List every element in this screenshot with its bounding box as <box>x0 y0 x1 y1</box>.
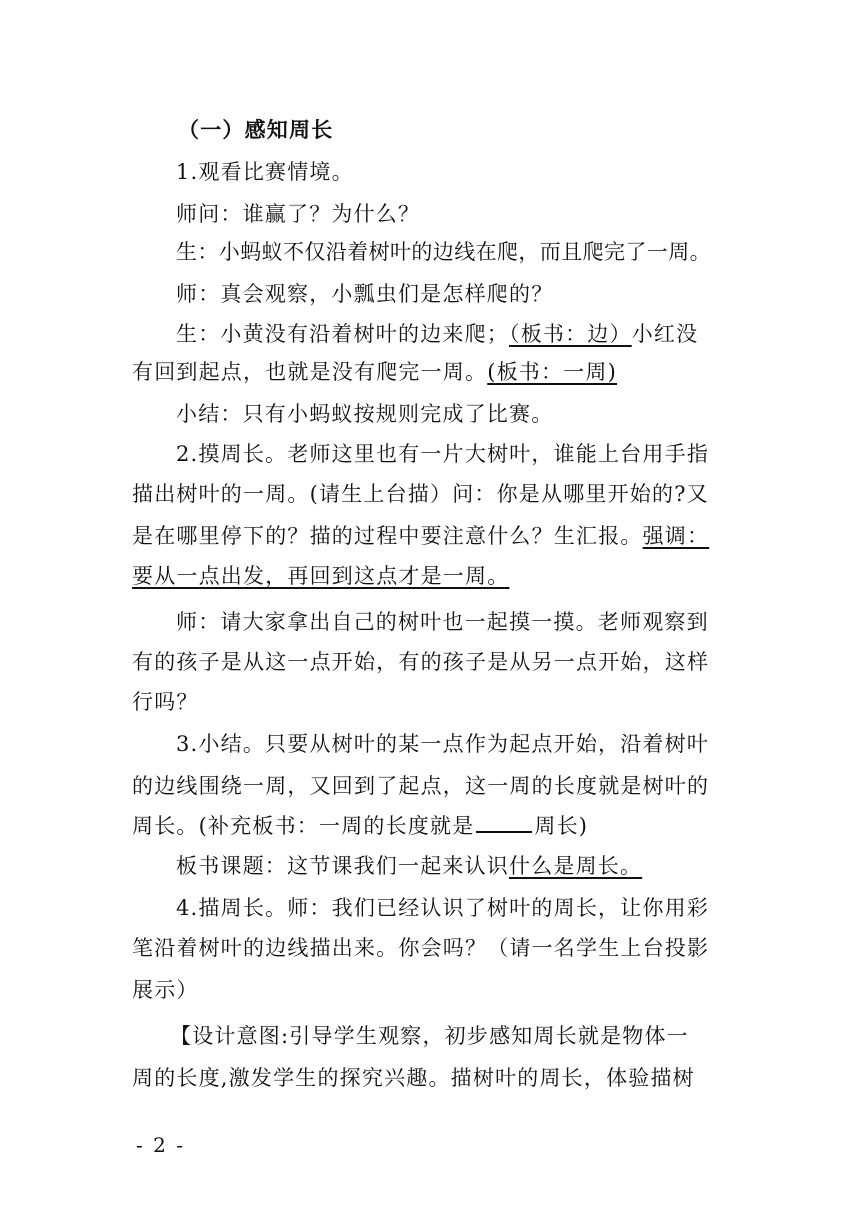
emphasis-note-cont: 要从一点出发，再回到这点才是一周。 <box>132 564 510 588</box>
text-span: 有回到起点，也就是没有爬完一周。 <box>132 360 488 384</box>
lesson-topic: 什么是周长。 <box>509 854 643 878</box>
paragraph-teacher-touch-line3: 行吗？ <box>132 690 199 714</box>
board-note-cycle: (板书：一周) <box>487 360 617 384</box>
paragraph-teacher-touch-line1: 师：请大家拿出自己的树叶也一起摸一摸。老师观察到 <box>176 610 709 634</box>
paragraph-student-yellow-line2 <box>132 356 732 388</box>
text-span: 小红没 <box>631 322 699 346</box>
paragraph-watch-race: 1.观看比赛情境。 <box>176 160 354 184</box>
paragraph-design-line1: 【设计意图:引导学生观察，初步感知周长就是物体一 <box>170 1024 689 1048</box>
page-number: - 2 - <box>136 1133 185 1157</box>
paragraph-teacher-ladybug: 师：真会观察，小瓢虫们是怎样爬的？ <box>176 282 554 306</box>
text-span: 周长) <box>534 814 589 838</box>
section-title: （一）感知周长 <box>178 117 334 142</box>
paragraph-summary2-line3 <box>132 810 732 842</box>
paragraph-trace-line3: 展示） <box>132 978 199 1002</box>
text-span: 生：小黄没有沿着树叶的边来爬； <box>176 322 509 346</box>
paragraph-trace-line1: 4.描周长。师：我们已经认识了树叶的周长，让你用彩 <box>176 896 710 920</box>
emphasis-note: 强调： <box>642 524 710 548</box>
text-span: 是在哪里停下的？描的过程中要注意什么？生汇报。 <box>132 524 643 548</box>
paragraph-summary2-line1: 3.小结。只要从树叶的某一点作为起点开始，沿着树叶 <box>176 732 710 756</box>
paragraph-design-line2: 周的长度,激发学生的探究兴趣。描树叶的周长，体验描树 <box>132 1066 695 1090</box>
text-span: 周长。(补充板书：一周的长度就是 <box>132 814 475 838</box>
paragraph-lesson-title <box>176 850 776 882</box>
paragraph-trace-line2: 笔沿着树叶的边线描出来。你会吗？（请一名学生上台投影 <box>132 936 710 960</box>
fill-blank <box>476 811 532 833</box>
board-note-edge: （板书：边） <box>509 322 632 346</box>
paragraph-student-yellow-line1 <box>176 318 776 350</box>
paragraph-touch-line3 <box>132 520 732 552</box>
paragraph-student-ant: 生：小蚂蚁不仅沿着树叶的边线在爬，而且爬完了一周。 <box>176 240 711 264</box>
paragraph-touch-line2: 描出树叶的一周。(请生上台描）问：你是从哪里开始的?又 <box>132 482 709 506</box>
paragraph-teacher-question: 师问：谁赢了？为什么？ <box>176 202 421 226</box>
paragraph-touch-line1: 2.摸周长。老师这里也有一片大树叶，谁能上台用手指 <box>176 442 710 466</box>
text-span: 板书课题：这节课我们一起来认识 <box>176 854 509 878</box>
paragraph-touch-line4 <box>132 560 732 592</box>
paragraph-teacher-touch-line2: 有的孩子是从这一点开始，有的孩子是从另一点开始，这样 <box>132 650 710 674</box>
paragraph-summary-ant: 小结：只有小蚂蚁按规则完成了比赛。 <box>176 402 554 426</box>
paragraph-summary2-line2: 的边线围绕一周，又回到了起点，这一周的长度就是树叶的 <box>132 774 710 798</box>
